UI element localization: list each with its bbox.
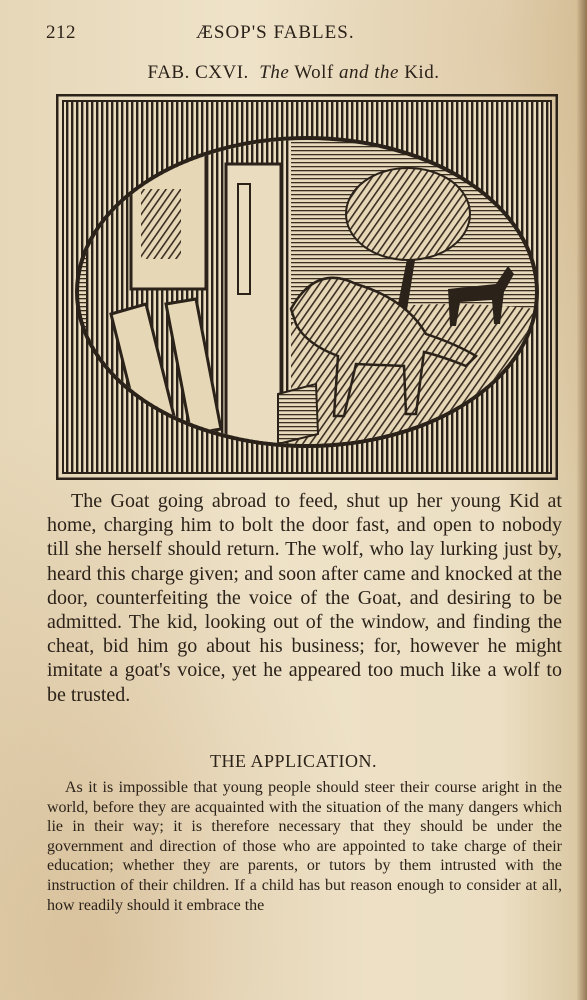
fable-title-and-the: and the	[338, 62, 399, 83]
page-number: 212	[46, 22, 76, 43]
application-heading: THE APPLICATION.	[209, 751, 377, 771]
fable-title-wolf: Wolf	[294, 62, 334, 83]
fable-number: FAB. CXVI.	[147, 62, 249, 83]
fable-body-text: The Goat going abroad to feed, shut up her young Kid at home, charging him to bolt the door fast, and open to nobody till she herself should return. The wolf, who lay lurking just by, heard this charge given; and soon after came and knocked at the door, counterfeiting the voice of the Goat, and desiring to be admitted. The kid, looking out of the window, and finding the cheat, bid him go about his business; for, however he might imitate a goat's voice, yet he appeared too much like a wolf to be trusted.	[47, 490, 562, 706]
fable-title-kid: Kid.	[404, 62, 440, 83]
running-title: ÆSOP'S FABLES.	[196, 22, 355, 43]
running-header	[46, 22, 546, 46]
woodcut-illustration	[56, 94, 558, 480]
fable-title-the: The	[259, 62, 290, 83]
page-spine-shadow	[577, 0, 587, 1000]
fable-title	[0, 62, 587, 84]
application-body-text: As it is impossible that young people should steer their course aright in the world, before they are acquainted with the situation of the many dangers which lie in their way; it is therefore necessary that they should be under the government and direction of those who are appointed to take charge of their education; whether they are parents, or tutors by them intrusted with the instruction of their children. If a child has but reason enough to consider at all, how readily should it embrace the	[47, 779, 562, 914]
